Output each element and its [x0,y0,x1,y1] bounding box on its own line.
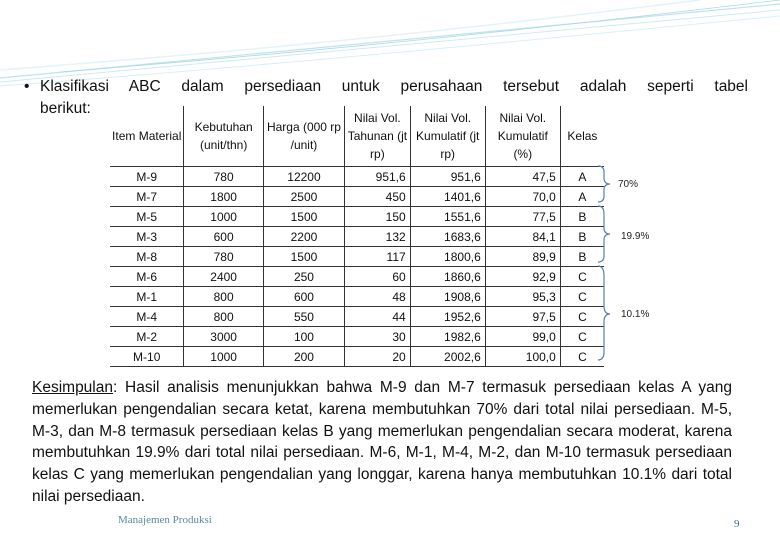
brace-label-c: 10.1% [621,309,650,320]
cell-kumulatif-persen: 47,5 [485,167,560,187]
cell-kelas: A [560,187,604,207]
cell-item: M-1 [110,287,184,307]
cell-kebutuhan: 800 [184,307,263,327]
cell-kelas: C [560,327,604,347]
intro-line-1: Klasifikasi ABC dalam persediaan untuk perusahaan tersebut adalah seperti tabel [40,78,748,95]
cell-item: M-6 [110,267,184,287]
cell-nilai-tahunan: 48 [345,287,411,307]
table-row [110,267,604,287]
brace-class-a-icon [598,166,610,202]
cell-kumulatif: 1551,6 [410,207,485,227]
cell-kebutuhan: 3000 [184,327,263,347]
class-braces [596,164,656,364]
footer-course-title: Manajemen Produksi [118,514,212,526]
cell-kebutuhan: 1000 [184,347,263,367]
cell-kebutuhan: 780 [184,167,263,187]
cell-kebutuhan: 780 [184,247,263,267]
cell-nilai-tahunan: 30 [345,327,411,347]
intro-line-2: berikut: [40,100,91,117]
cell-kumulatif: 1401,6 [410,187,485,207]
cell-harga: 12200 [263,167,344,187]
conclusion-paragraph [32,377,732,508]
cell-kebutuhan: 2400 [184,267,263,287]
cell-nilai-tahunan: 44 [345,307,411,327]
cell-kelas: B [560,227,604,247]
cell-kebutuhan: 800 [184,287,263,307]
cell-harga: 200 [263,347,344,367]
cell-kebutuhan: 1000 [184,207,263,227]
header-nilai-vol-kumulatif-persen: Nilai Vol. Kumulatif (%) [485,106,560,167]
table-row [110,207,604,227]
cell-item: M-2 [110,327,184,347]
cell-harga: 100 [263,327,344,347]
cell-item: M-10 [110,347,184,367]
cell-kelas: C [560,307,604,327]
bullet-marker: • [24,78,30,95]
cell-harga: 250 [263,267,344,287]
cell-kumulatif-persen: 100,0 [485,347,560,367]
cell-kelas: C [560,267,604,287]
cell-nilai-tahunan: 117 [345,247,411,267]
table-row [110,247,604,267]
header-kebutuhan: Kebutuhan (unit/thn) [184,106,263,167]
cell-kumulatif-persen: 99,0 [485,327,560,347]
header-kelas: Kelas [560,106,604,167]
cell-nilai-tahunan: 150 [345,207,411,227]
table-row [110,287,604,307]
page-number: 9 [734,518,740,530]
cell-kelas: B [560,207,604,227]
table-row [110,307,604,327]
brace-label-b: 19.9% [621,231,650,242]
header-harga: Harga (000 rp /unit) [263,106,344,167]
abc-classification-table [110,106,604,365]
cell-kumulatif-persen: 97,5 [485,307,560,327]
table-row [110,327,604,347]
cell-kumulatif: 951,6 [410,167,485,187]
cell-kumulatif: 2002,6 [410,347,485,367]
cell-kumulatif: 1908,6 [410,287,485,307]
cell-item: M-5 [110,207,184,227]
cell-kumulatif: 1860,6 [410,267,485,287]
brace-label-a: 70% [618,179,639,190]
table-row [110,347,604,367]
cell-kumulatif-persen: 84,1 [485,227,560,247]
cell-item: M-8 [110,247,184,267]
cell-kumulatif-persen: 89,9 [485,247,560,267]
cell-nilai-tahunan: 951,6 [345,167,411,187]
cell-harga: 600 [263,287,344,307]
cell-nilai-tahunan: 60 [345,267,411,287]
cell-kumulatif-persen: 95,3 [485,287,560,307]
cell-nilai-tahunan: 450 [345,187,411,207]
brace-class-b-icon [598,206,610,262]
cell-harga: 2500 [263,187,344,207]
cell-nilai-tahunan: 132 [345,227,411,247]
cell-kumulatif-persen: 70,0 [485,187,560,207]
table-row [110,167,604,187]
table-header-row [110,106,604,167]
cell-kumulatif-persen: 92,9 [485,267,560,287]
cell-kumulatif: 1982,6 [410,327,485,347]
conclusion-title: Kesimpulan [32,379,113,396]
cell-harga: 550 [263,307,344,327]
cell-kumulatif: 1952,6 [410,307,485,327]
cell-kumulatif-persen: 77,5 [485,207,560,227]
brace-class-c-icon [598,266,610,360]
cell-kebutuhan: 600 [184,227,263,247]
cell-kelas: A [560,167,604,187]
cell-harga: 2200 [263,227,344,247]
table-row [110,187,604,207]
cell-kelas: C [560,287,604,307]
header-nilai-vol-kumulatif: Nilai Vol. Kumulatif (jt rp) [410,106,485,167]
table-row [110,227,604,247]
cell-kelas: C [560,347,604,367]
cell-kebutuhan: 1800 [184,187,263,207]
cell-nilai-tahunan: 20 [345,347,411,367]
cell-harga: 1500 [263,247,344,267]
cell-kumulatif: 1800,6 [410,247,485,267]
header-nilai-vol-tahunan: Nilai Vol. Tahunan (jt rp) [345,106,411,167]
cell-kelas: B [560,247,604,267]
conclusion-text: : Hasil analisis menunjukkan bahwa M-9 dan M-7 termasuk persediaan kelas A yang memerlukan pengendalian secara ketat, karena membutuhkan 70% dari total nilai persediaan. M-5, M-3, dan M-8 termasuk persediaan kelas B yang memerlukan pengendalian secara moderat, karena membutuhkan 19.9% dari total nilai persediaan. M-6, M-1, M-4, M-2, dan M-10 termasuk persediaan kelas C yang memerlukan pengendalian yang longgar, karena hanya membutuhkan 10.1% dari total nilai persediaan. [32,379,732,505]
cell-item: M-3 [110,227,184,247]
cell-item: M-4 [110,307,184,327]
cell-item: M-9 [110,167,184,187]
cell-kumulatif: 1683,6 [410,227,485,247]
cell-item: M-7 [110,187,184,207]
cell-harga: 1500 [263,207,344,227]
header-item-material: Item Material [112,129,182,143]
